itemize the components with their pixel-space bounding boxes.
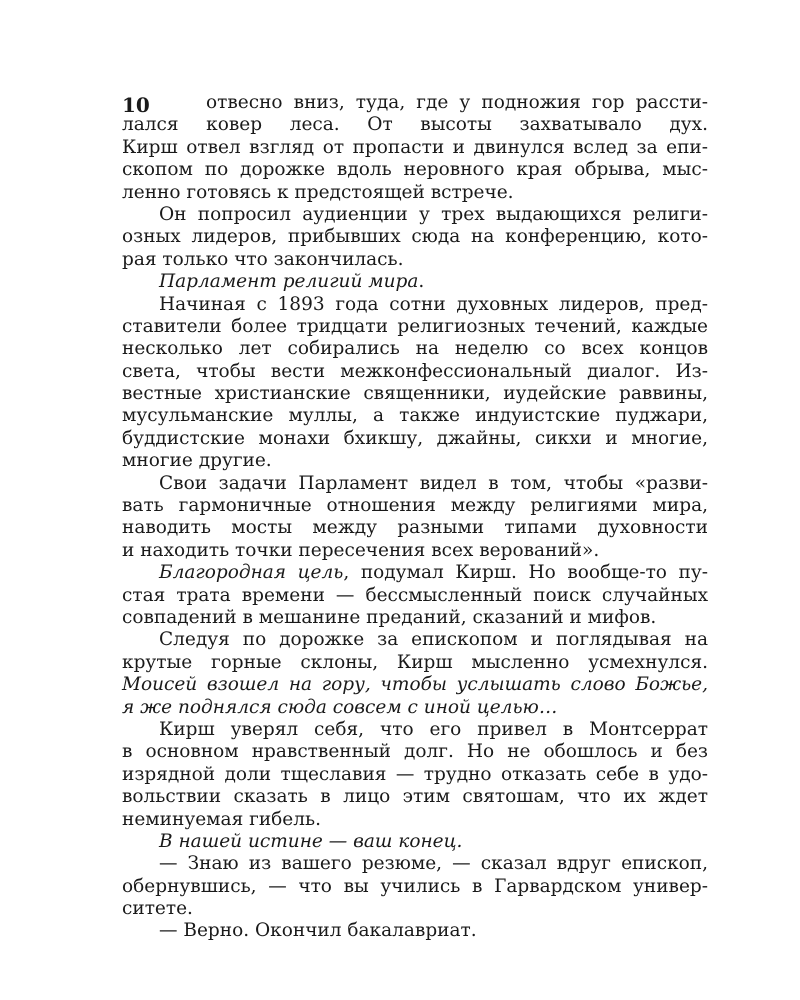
text-line (122, 674, 708, 696)
text-line (122, 898, 708, 920)
text-line (122, 853, 708, 875)
text-segment: буддистские монахи бхикшу, джайны, сикхи и многие, (122, 427, 708, 449)
italic-text: В нашей истине — ваш конец. (159, 830, 463, 852)
text-line (122, 271, 708, 293)
text-segment: в основном нравственный долг. Но не обошлось и без (122, 741, 708, 763)
text-line (122, 249, 708, 271)
text-line (122, 629, 708, 651)
text-segment: , подумал Кирш. Но вообще-то пу- (343, 562, 708, 584)
text-line (122, 764, 708, 786)
text-segment: отвесно вниз, туда, где у подножия гор рассти- (206, 92, 708, 113)
text-line (122, 114, 708, 136)
text-segment: многие другие. (122, 450, 272, 472)
text-line (122, 540, 708, 562)
italic-text: Парламент религий мира (159, 271, 419, 293)
text-segment: наводить мосты между разными типами духовности (122, 517, 708, 539)
text-segment: Свои задачи Парламент видел в том, чтобы «разви- (159, 472, 708, 494)
text-segment: скопом по дорожке вдоль неровного края обрыва, мыс- (122, 159, 708, 181)
text-segment: неминуемая гибель. (122, 808, 321, 830)
text-segment: Кирш отвел взгляд от пропасти и двинулся вслед за епи- (122, 136, 708, 158)
text-segment: озных лидеров, прибывших сюда на конференцию, кото- (122, 226, 708, 248)
text-segment: света, чтобы вести межконфессиональный диалог. Из- (122, 360, 708, 382)
text-segment: — Верно. Окончил бакалавриат. (159, 920, 477, 942)
text-line (122, 809, 708, 831)
text-line (122, 450, 708, 472)
text-segment: ленно готовясь к предстоящей встрече. (122, 181, 514, 203)
text-segment: совпадений в мешанине преданий, сказаний и мифов. (122, 606, 657, 628)
text-line (122, 226, 708, 248)
text-line (122, 159, 708, 181)
text-segment: . (418, 271, 425, 293)
text-line (122, 383, 708, 405)
text-segment: Начиная с 1893 года сотни духовных лидеров, пред- (159, 293, 708, 315)
text-line (122, 876, 708, 898)
text-line (122, 652, 708, 674)
text-line (122, 920, 708, 942)
text-line (122, 495, 708, 517)
text-line (122, 517, 708, 539)
text-line (122, 585, 708, 607)
text-segment: — Знаю из вашего резюме, — сказал вдруг епископ, (159, 853, 708, 875)
text-line (122, 786, 708, 808)
text-segment: изрядной доли тщеславия — трудно отказать себе в удо- (122, 763, 708, 785)
text-line (122, 316, 708, 338)
text-segment: рая только что закончилась. (122, 248, 404, 270)
text-segment: несколько лет собирались на неделю со всех концов (122, 338, 708, 360)
italic-text: я же поднялся сюда совсем с иной целью… (122, 696, 558, 718)
text-line (122, 361, 708, 383)
text-line (122, 473, 708, 495)
text-segment: стая трата времени — бессмысленный поиск случайных (122, 584, 708, 606)
text-line (122, 607, 708, 629)
text-line (122, 428, 708, 450)
text-line (122, 137, 708, 159)
text-segment: крутые горные склоны, Кирш мысленно усмехнулся. (122, 651, 708, 673)
text-segment: вольствии сказать в лицо этим святошам, что их ждет (122, 786, 708, 808)
italic-text: Моисей взошел на гору, чтобы услышать слово Божье, (122, 674, 708, 696)
text-segment: ставители более тридцати религиозных течений, каждые (122, 315, 708, 337)
text-segment: вать гармоничные отношения между религиями мира, (122, 495, 708, 517)
text-segment: Он попросил аудиенции у трех выдающихся религи- (159, 203, 708, 225)
text-line (122, 831, 708, 853)
page-number: 10 (122, 93, 150, 117)
italic-text: Благородная цель (159, 562, 344, 584)
text-segment: Кирш уверял себя, что его привел в Монтсеррат (159, 718, 708, 740)
text-line (122, 697, 708, 719)
text-segment: мусульманские муллы, а также индуистские пуджари, (122, 405, 708, 427)
text-segment: лался ковер леса. От высоты захватывало дух. (122, 114, 708, 136)
text-segment: Следуя по дорожке за епископом и поглядывая на (159, 629, 708, 651)
text-line (122, 405, 708, 427)
text-line (122, 562, 708, 584)
text-line (122, 719, 708, 741)
text-segment: вестные христианские священники, иудейские раввины, (122, 383, 708, 405)
text-segment: обернувшись, — что вы учились в Гарвардском универ- (122, 875, 708, 897)
text-segment: ситете. (122, 898, 193, 920)
text-line (122, 338, 708, 360)
text-segment: и находить точки пересечения всех верований». (122, 539, 600, 561)
text-line (122, 92, 708, 117)
text-line (122, 741, 708, 763)
text-line (122, 294, 708, 316)
text-line (122, 182, 708, 204)
text-line (122, 204, 708, 226)
body-text (122, 92, 708, 943)
